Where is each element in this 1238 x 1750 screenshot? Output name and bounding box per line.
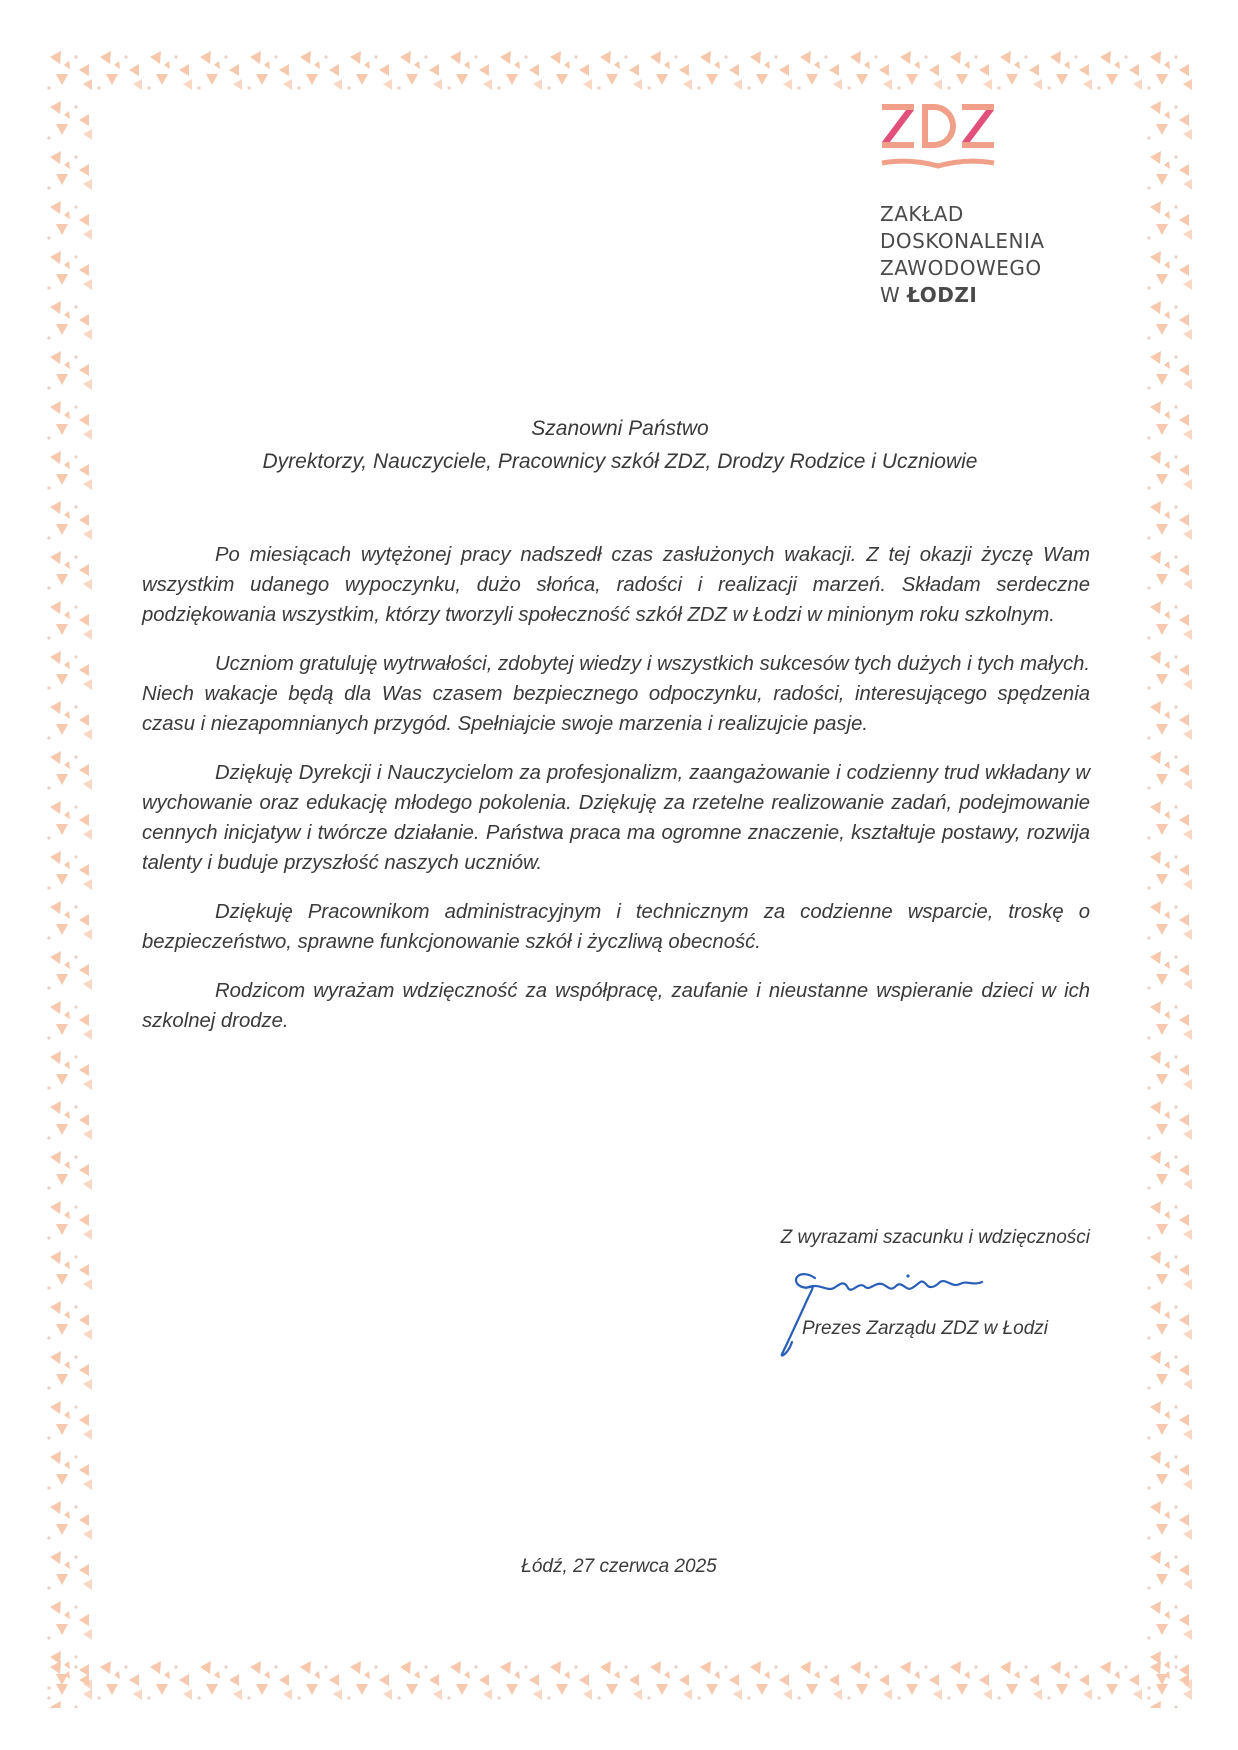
triangle-pattern-icon bbox=[46, 48, 1196, 98]
body-paragraph: Dziękuję Dyrekcji i Nauczycielom za profesjonalizm, zaangażowanie i codzienny trud wkładany w wychowanie oraz edukację młodego pokolenia. Dziękuję za rzetelne realizowanie zadań, podejmowanie cennych inicjatyw i twórcze działanie. Państwa praca ma ogromne znaczenie, kształtuje postawy, rozwija talenty i buduje przyszłość naszych uczniów. bbox=[142, 762, 1090, 874]
body-paragraph: Dziękuję Pracownikom administracyjnym i technicznym za codzienne wsparcie, troskę o bezpieczeństwo, sprawne funkcjonowanie szkół i życzliwą obecność. bbox=[142, 901, 1090, 953]
handwritten-signature-icon bbox=[770, 1258, 1070, 1358]
closing-phrase: Z wyrazami szacunku i wdzięczności bbox=[780, 1227, 1090, 1248]
triangle-pattern-icon bbox=[1146, 48, 1196, 1708]
org-city-prefix: W bbox=[880, 283, 901, 307]
org-city: ŁODZI bbox=[907, 283, 978, 307]
body-paragraph: Rodzicom wyrażam wdzięczność za współpracę, zaufanie i nieustanne wspieranie dzieci w ich szkolnej drodze. bbox=[142, 980, 1090, 1032]
greeting-salutation: Szanowni Państwo bbox=[531, 417, 709, 440]
decorative-border-top bbox=[46, 48, 1196, 98]
body-paragraph: Po miesiącach wytężonej pracy nadszedł czas zasłużonych wakacji. Z tej okazji życzę Wam wszystkim udanego wypoczynku, dużo słońca, radości i realizacji marzeń. Składam serdeczne podziękowania wszystkim, którzy tworzyli społeczność szkół ZDZ w Łodzi w minionym roku szkolnym. bbox=[142, 544, 1090, 626]
body-paragraph: Uczniom gratuluję wytrwałości, zdobytej wiedzy i wszystkich sukcesów tych dużych i tych małych. Niech wakacje będą dla Was czasem bezpiecznego odpoczynku, radości, interesującego spędzenia czasu i niezapomnianych przygód. Spełniajcie swoje marzenia i realizujcie pasje. bbox=[142, 653, 1090, 735]
decorative-border-right bbox=[1146, 48, 1196, 1708]
decorative-border-left bbox=[46, 48, 96, 1708]
decorative-border-bottom bbox=[46, 1658, 1196, 1708]
zdz-logo bbox=[880, 100, 1120, 309]
org-name-line: ZAWODOWEGO bbox=[880, 256, 1042, 280]
triangle-pattern-icon bbox=[46, 48, 96, 1708]
organization-name bbox=[880, 201, 1120, 309]
signatory-title: Prezes Zarządu ZDZ w Łodzi bbox=[801, 1318, 1048, 1339]
org-name-line: DOSKONALENIA bbox=[880, 229, 1045, 253]
org-name-line: ZAKŁAD bbox=[880, 202, 964, 226]
letter-body bbox=[142, 540, 1090, 1055]
triangle-pattern-icon bbox=[46, 1658, 1196, 1708]
org-name-line bbox=[880, 282, 1120, 309]
letter-date: Łódź, 27 czerwca 2025 bbox=[521, 1556, 717, 1577]
greeting-recipients: Dyrektorzy, Nauczyciele, Pracownicy szkół ZDZ, Drodzy Rodzice i Uczniowie bbox=[262, 450, 978, 473]
zdz-logo-mark-icon bbox=[880, 100, 1000, 175]
letter-greeting bbox=[150, 412, 1090, 478]
